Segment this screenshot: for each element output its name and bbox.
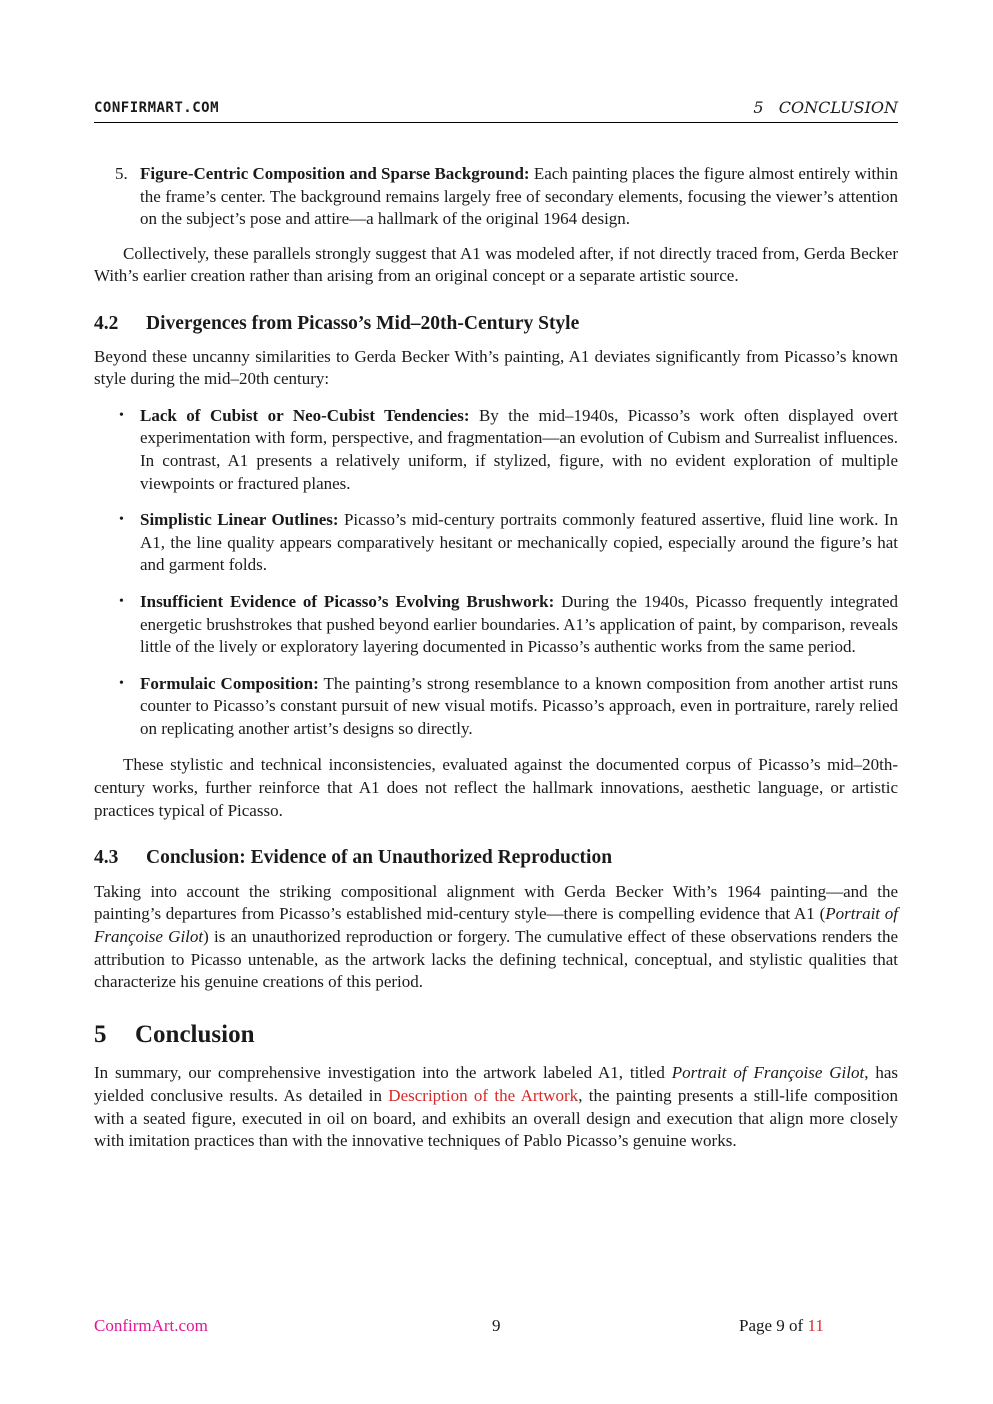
list-item-title: Formulaic Composition:	[140, 673, 319, 693]
list-item-text: Lack of Cubist or Neo-Cubist Tendencies: By the mid–1940s, Picasso’s work often displayed overt experimentation with form, perspective, and fragmentation—an evolution of Cubism and Surrealist influences. In contrast, A1 presents a relatively uniform, if stylized, figure, with no evident exploration of multiple viewpoints or fractured planes.	[140, 405, 898, 493]
item-number: 5.	[115, 164, 128, 183]
bullet-icon: •	[119, 512, 124, 528]
section-4-2-closing: These stylistic and technical inconsistencies, evaluated against the documented corpus of Picasso’s mid–20th-century works, further reinforce that A1 does not reflect the hallmark innovations, aesthetic language, or artistic practices typical of Picasso.	[94, 755, 898, 820]
bullet-icon: •	[119, 675, 124, 691]
section-4-3-paragraph: Taking into account the striking compositional alignment with Gerda Becker With’s 1964 painting—and the painting’s departures from Picasso’s established mid-century style—there is compelling evidence that A1 (Portrait of Françoise Gilot) is an unauthorized reproduction or forgery. The cumulative effect of these observations renders the attribution to Picasso untenable, as the artwork lacks the defining technical, conceptual, and stylistic qualities that characterize his genuine creations of this period.	[94, 881, 898, 992]
paragraph-collectively: Collectively, these parallels strongly suggest that A1 was modeled after, if not directly traced from, Gerda Becker With’s earlier creation rather than arising from an original concept or a separate artistic source.	[94, 243, 898, 286]
page-footer	[94, 1316, 898, 1338]
artwork-title: Portrait of Françoise Gilot	[94, 904, 898, 947]
divergences-list	[94, 405, 898, 741]
footer-page-count: Page 9 of 11	[739, 1316, 824, 1335]
list-item-text: Formulaic Composition: The painting’s strong resemblance to a known composition from another artist runs counter to Picasso’s constant pursuit of new visual motifs. Picasso’s approach, even in portraiture, rarely relied on replicating another artist’s designs so directly.	[140, 673, 898, 738]
list-item-title: Simplistic Linear Outlines:	[140, 510, 339, 530]
footer-page-number: 9	[492, 1316, 501, 1335]
footer-site-link[interactable]: ConfirmArt.com	[94, 1316, 208, 1335]
item-title: Figure-Centric Composition and Sparse Background:	[140, 164, 530, 183]
running-header	[94, 98, 898, 123]
list-item-text: Simplistic Linear Outlines: Picasso’s mid-century portraits commonly featured assertive, fluid line work. In A1, the line quality appears comparatively hesitant or mechanically copied, especially around the figure’s hat and garment folds.	[140, 510, 898, 575]
confirmart-logo[interactable]: CONFIRMART.COM	[94, 100, 220, 116]
section-heading-4-2: 4.2 Divergences from Picasso’s Mid–20th-Century Style	[94, 312, 580, 334]
conclusion-paragraph: In summary, our comprehensive investigation into the artwork labeled A1, titled Portrait of Françoise Gilot, has yielded conclusive results. As detailed in Description of the Artwork, the painting presents a still-life composition with a seated figure, executed in oil on board, and exhibits an overall design and execution that align more closely with imitation practices than with the innovative techniques of Pablo Picasso’s genuine works.	[94, 1063, 898, 1151]
artwork-title: Portrait of Françoise Gilot	[671, 1063, 865, 1083]
list-item-title: Insufficient Evidence of Picasso’s Evolving Brushwork:	[140, 591, 555, 611]
bullet-icon: •	[119, 407, 124, 423]
document-body	[94, 163, 898, 1153]
enumerated-item-5	[115, 163, 898, 231]
running-section-title: 5 CONCLUSION	[753, 98, 898, 117]
list-item-title: Lack of Cubist or Neo-Cubist Tendencies:	[140, 405, 470, 425]
item-text: Figure-Centric Composition and Sparse Background: Each painting places the figure almost entirely within the frame’s center. The background remains largely free of secondary elements, focusing the viewer’s attention on the subject’s pose and attire—a hallmark of the original 1964 design.	[140, 164, 898, 229]
list-item	[119, 405, 898, 495]
section-4-2-intro: Beyond these uncanny similarities to Gerda Becker With’s painting, A1 deviates significantly from Picasso’s known style during the mid–20th century:	[94, 346, 898, 389]
list-item-text: Insufficient Evidence of Picasso’s Evolving Brushwork: During the 1940s, Picasso frequently integrated energetic brushstrokes that pushed beyond earlier boundaries. A1’s application of paint, by comparison, reveals little of the lively or exploratory layering documented in Picasso’s authentic works from the same period.	[140, 591, 899, 657]
section-heading-4-3: 4.3 Conclusion: Evidence of an Unauthorized Reproduction	[94, 847, 613, 869]
description-of-artwork-link[interactable]: Description of the Artwork	[388, 1086, 579, 1105]
section-heading-5: 5 Conclusion	[94, 1020, 255, 1048]
total-pages-link[interactable]: 11	[807, 1316, 824, 1335]
list-item	[119, 673, 898, 741]
list-item	[119, 591, 898, 659]
list-item	[119, 509, 898, 577]
bullet-icon: •	[119, 593, 124, 609]
